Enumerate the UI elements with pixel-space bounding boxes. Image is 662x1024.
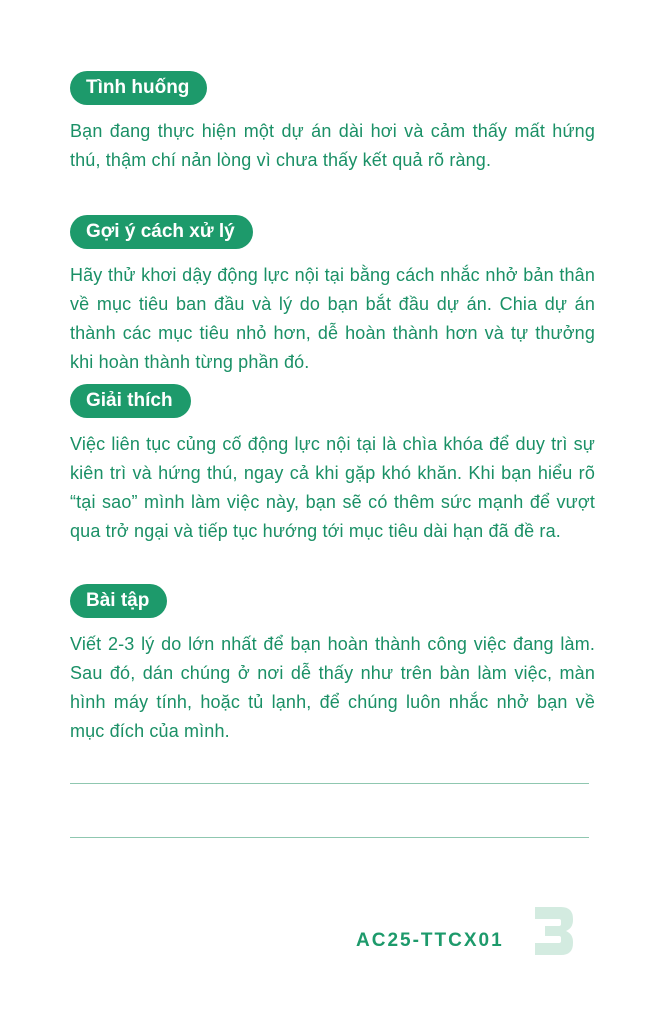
section-label-exercise: Bài tập	[70, 584, 167, 618]
section-body-situation: Bạn đang thực hiện một dự án dài hơi và cảm thấy mất hứng thú, thậm chí nản lòng vì chưa thấy kết quả rõ ràng.	[70, 121, 595, 170]
section-body-exercise: Viết 2-3 lý do lớn nhất để bạn hoàn thành công việc đang làm. Sau đó, dán chúng ở nơi dễ thấy như trên bàn làm việc, màn hình máy tính, hoặc tủ lạnh, để chúng luôn nhắc nhở bạn về mục đích của mình.	[70, 634, 595, 741]
page-number-glyph	[535, 907, 573, 955]
section-body-suggestion: Hãy thử khơi dậy động lực nội tại bằng cách nhắc nhở bản thân về mục tiêu ban đầu và lý do bạn bắt đầu dự án. Chia dự án thành các mục tiêu nhỏ hơn, dễ hoàn thành hơn và tự thưởng khi hoàn thành từng phần đó.	[70, 265, 595, 372]
section-body-explanation: Việc liên tục củng cố động lực nội tại là chìa khóa để duy trì sự kiên trì và hứng thú, ngay cả khi gặp khó khăn. Khi bạn hiểu rõ “tại sao” mình làm việc này, bạn sẽ có thêm sức mạnh để vượt qua trở ngại và tiếp tục hướng tới mục tiêu dài hạn đã đề ra.	[70, 434, 595, 541]
writing-line-2	[70, 837, 589, 838]
page-number	[531, 905, 575, 957]
section-label-suggestion: Gợi ý cách xử lý	[70, 215, 253, 249]
writing-line-1	[70, 783, 589, 784]
section-label-situation: Tình huống	[70, 71, 207, 105]
section-label-explanation: Giải thích	[70, 384, 191, 418]
document-code: AC25-TTCX01	[356, 930, 504, 951]
